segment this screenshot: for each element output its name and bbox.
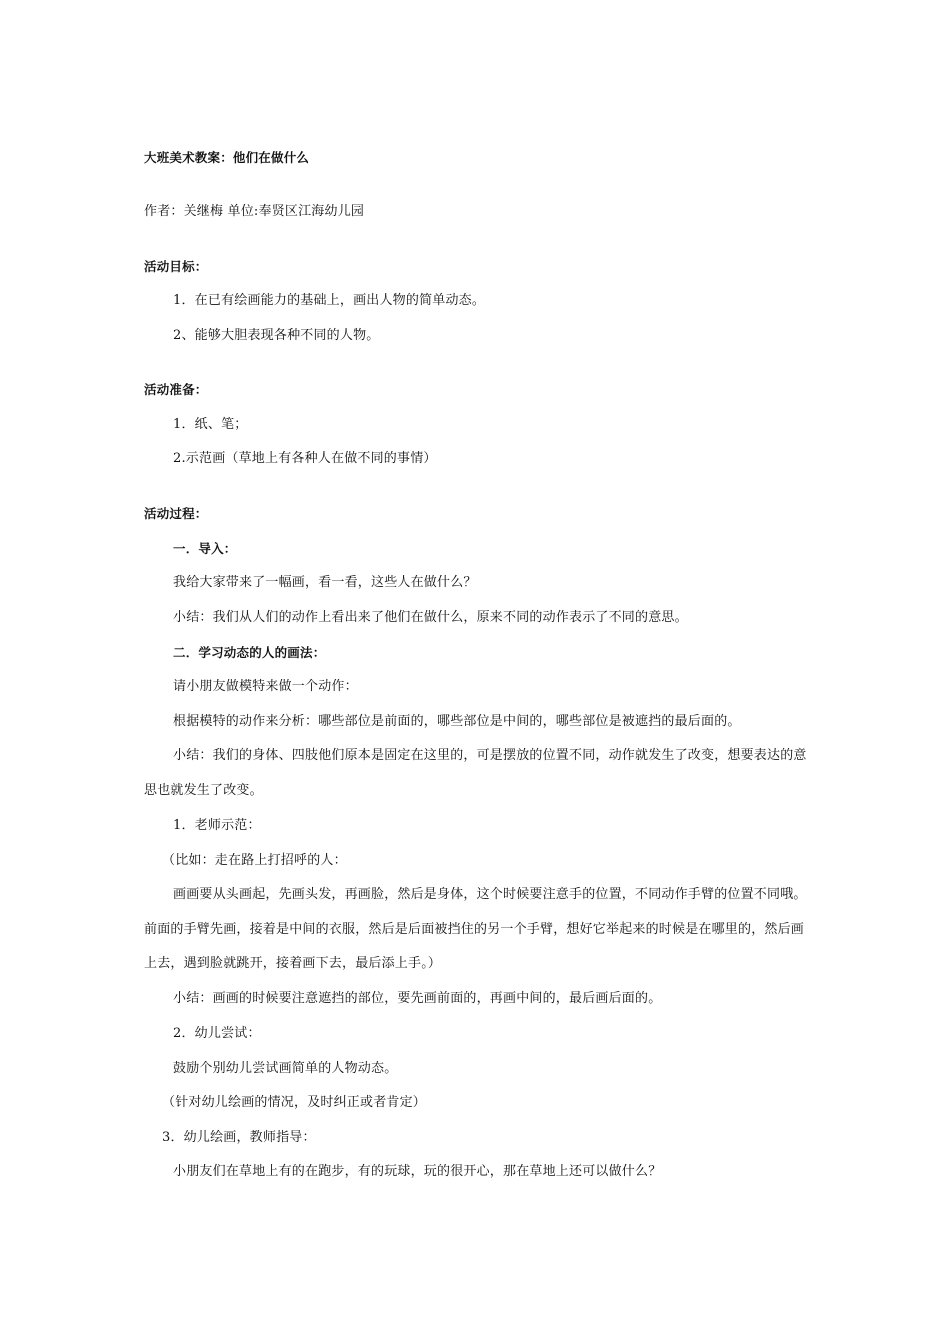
- document-title: 大班美术教案：他们在做什么: [144, 150, 310, 165]
- step-1-example: （比如：走在路上打招呼的人：: [162, 853, 347, 868]
- author-line: 作者：关继梅 单位:奉贤区江海幼儿园: [144, 204, 365, 219]
- section-2-paragraph-1: 请小朋友做模特来做一个动作：: [173, 679, 358, 694]
- prep-item-2: 2.示范画（草地上有各种人在做不同的事情）: [173, 451, 437, 466]
- step-3-heading: 3．幼儿绘画，教师指导：: [162, 1130, 316, 1145]
- section-1-heading: 一．导入：: [173, 541, 237, 556]
- prep-heading: 活动准备：: [144, 382, 208, 397]
- step-1-heading: 1．老师示范：: [173, 818, 261, 833]
- section-1-paragraph-1: 我给大家带来了一幅画，看一看，这些人在做什么？: [173, 575, 477, 590]
- section-2-summary: 小结：我们的身体、四肢他们原本是固定在这里的，可是摆放的位置不同，动作就发生了改变，想要表达的意思也就发生了改变。: [144, 748, 807, 798]
- step-1-instructions: 画画要从头画起，先画头发，再画脸，然后是身体，这个时候要注意手的位置，不同动作手臂的位置不同哦。前面的手臂先画，接着是中间的衣服，然后是后面被挡住的另一个手臂，想好它举起来的时候是在哪里的，然后画上去，遇到脸就跳开，接着画下去，最后添上手。）: [144, 887, 807, 971]
- section-1-summary: 小结：我们从人们的动作上看出来了他们在做什么，原来不同的动作表示了不同的意思。: [173, 610, 688, 625]
- step-2-paragraph-1: 鼓励个别幼儿尝试画简单的人物动态。: [173, 1061, 398, 1076]
- step-1-summary: 小结：画画的时候要注意遮挡的部位，要先画前面的，再画中间的，最后画后面的。: [173, 991, 662, 1006]
- step-2-heading: 2．幼儿尝试：: [173, 1026, 261, 1041]
- process-heading: 活动过程：: [144, 506, 208, 521]
- prep-item-1: 1．纸、笔；: [173, 417, 248, 432]
- goal-item-1: 1．在已有绘画能力的基础上，画出人物的简单动态。: [173, 293, 486, 308]
- step-3-paragraph-1: 小朋友们在草地上有的在跑步，有的玩球，玩的很开心，那在草地上还可以做什么？: [173, 1164, 662, 1179]
- section-2-heading: 二．学习动态的人的画法：: [173, 645, 326, 660]
- goals-heading: 活动目标：: [144, 259, 208, 274]
- step-2-paragraph-2: （针对幼儿绘画的情况，及时纠正或者肯定）: [162, 1095, 427, 1110]
- section-2-paragraph-2: 根据模特的动作来分析：哪些部位是前面的，哪些部位是中间的，哪些部位是被遮挡的最后面的。: [173, 714, 741, 729]
- goal-item-2: 2、能够大胆表现各种不同的人物。: [173, 328, 380, 343]
